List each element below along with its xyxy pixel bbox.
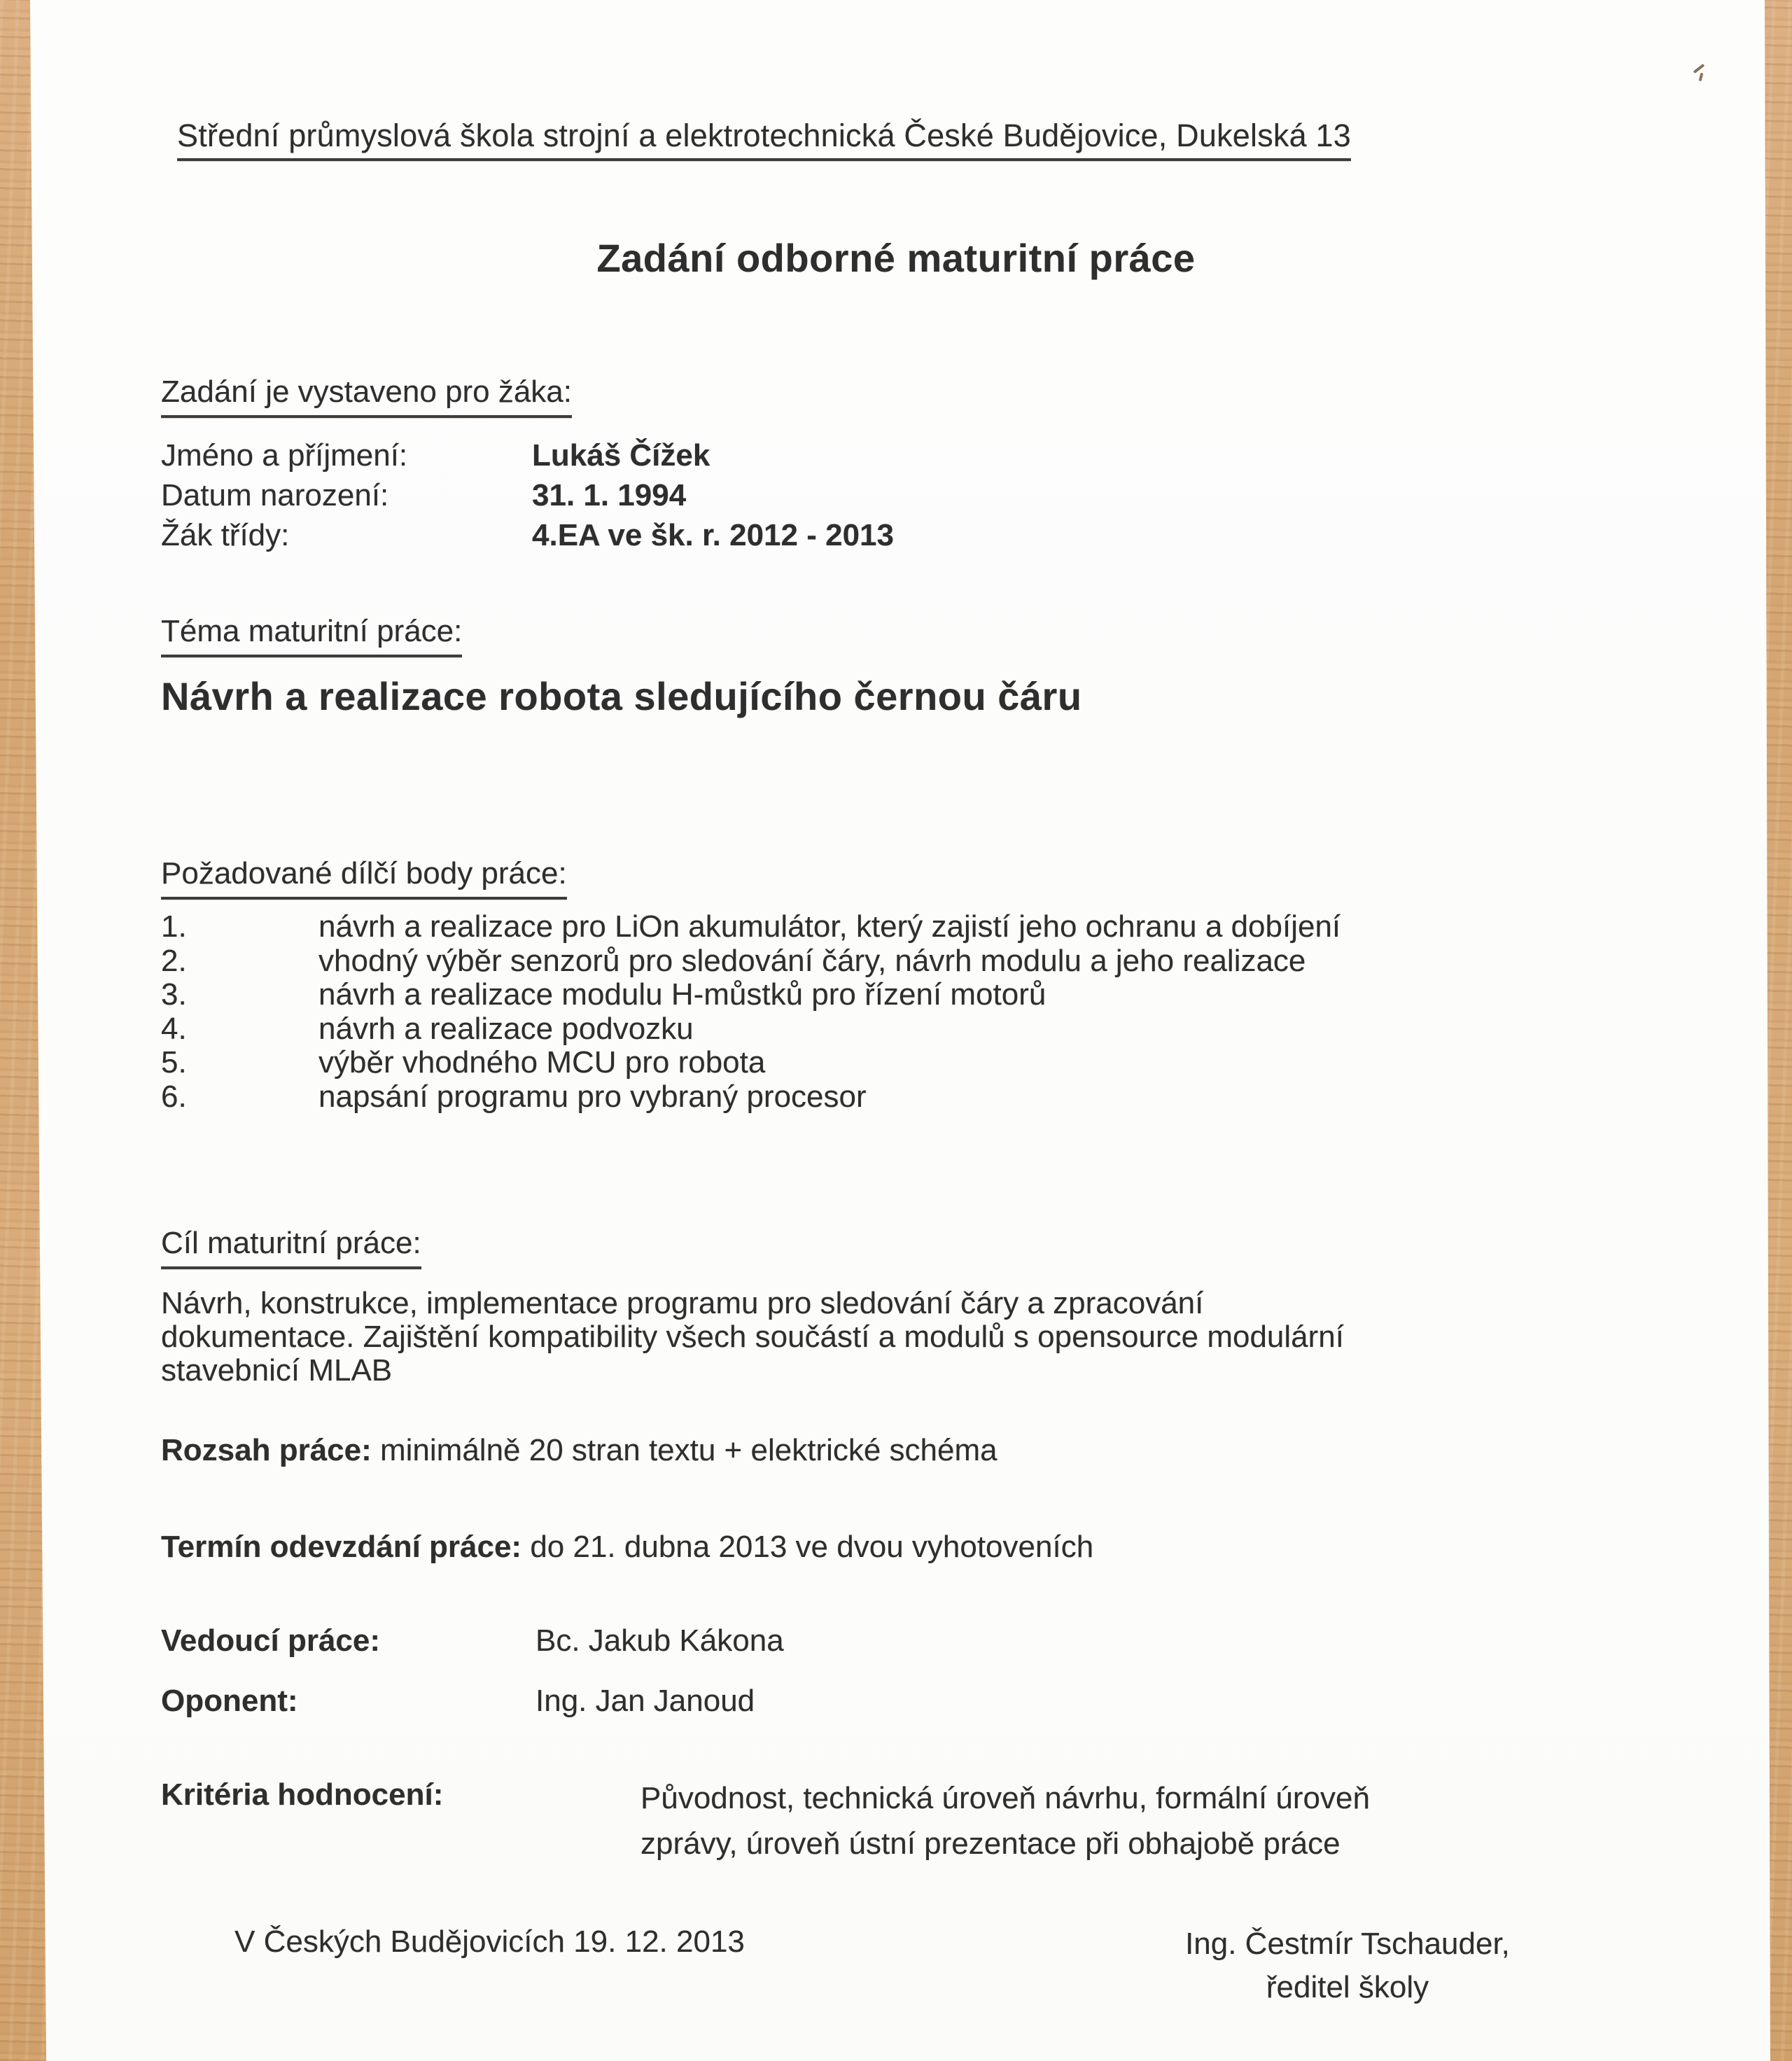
opponent-label: Oponent: xyxy=(161,1684,298,1718)
criteria-line: zprávy, úroveň ústní prezentace při obhajobě práce xyxy=(640,1826,1340,1861)
requirement-item xyxy=(161,1012,1340,1047)
item-text: napsání programu pro vybraný procesor xyxy=(318,1079,867,1114)
item-text: vhodný výběr senzorů pro sledování čáry, návrh modulu a jeho realizace xyxy=(318,943,1306,978)
field-label: Žák třídy: xyxy=(161,518,290,552)
goal-line: stavebnicí MLAB xyxy=(161,1353,393,1388)
item-number: 1. xyxy=(161,909,187,944)
field-row-class xyxy=(161,515,894,555)
field-value: Lukáš Čížek xyxy=(532,438,710,473)
topic-section-heading: Téma maturitní práce: xyxy=(161,613,462,657)
signature-title: ředitel školy xyxy=(1266,1970,1429,2004)
scope-value: minimálně 20 stran textu + elektrické schéma xyxy=(371,1433,997,1467)
field-value: 4.EA ve šk. r. 2012 - 2013 xyxy=(532,518,894,552)
item-text: návrh a realizace pro LiOn akumulátor, který zajistí jeho ochranu a dobíjení xyxy=(318,909,1341,944)
item-text: návrh a realizace modulu H-můstků pro řízení motorů xyxy=(318,977,1046,1012)
supervisor-value: Bc. Jakub Kákona xyxy=(536,1623,784,1658)
item-number: 3. xyxy=(161,977,187,1012)
field-value: 31. 1. 1994 xyxy=(532,478,687,512)
field-label: Datum narození: xyxy=(161,478,389,512)
opponent-value: Ing. Jan Janoud xyxy=(536,1684,755,1718)
scope-line xyxy=(161,1432,997,1469)
item-text: návrh a realizace podvozku xyxy=(318,1011,694,1046)
school-header-text: Střední průmyslová škola strojní a elektrotechnická České Budějovice, Dukelská 13 xyxy=(177,118,1351,161)
item-number: 6. xyxy=(161,1079,187,1114)
criteria-line: Původnost, technická úroveň návrhu, formální úroveň xyxy=(640,1781,1370,1815)
requirement-item xyxy=(161,944,1340,979)
goal-heading: Cíl maturitní práce: xyxy=(161,1225,421,1269)
requirement-item xyxy=(161,1046,1340,1080)
item-number: 4. xyxy=(161,1011,187,1046)
goal-paragraph xyxy=(161,1287,1344,1388)
requirement-item xyxy=(161,978,1340,1012)
footer-place-date: V Českých Budějovicích 19. 12. 2013 xyxy=(234,1924,745,1959)
criteria-label: Kritéria hodnocení: xyxy=(161,1777,444,1812)
deadline-label: Termín odevzdání práce: xyxy=(161,1530,522,1564)
field-row-birthdate xyxy=(161,475,894,515)
deadline-value: do 21. dubna 2013 ve dvou vyhotoveních xyxy=(522,1530,1094,1564)
item-number: 2. xyxy=(161,943,187,978)
field-label: Jméno a příjmení: xyxy=(161,438,408,473)
opponent-row xyxy=(161,1683,755,1720)
school-header xyxy=(177,118,1351,161)
signature-name: Ing. Čestmír Tschauder, xyxy=(1185,1927,1510,1961)
scope-label: Rozsah práce: xyxy=(161,1433,372,1467)
requirements-list xyxy=(161,910,1340,1114)
goal-line: Návrh, konstrukce, implementace programu pro sledování čáry a zpracování xyxy=(161,1286,1204,1320)
student-fields xyxy=(161,435,894,555)
item-text: výběr vhodného MCU pro robota xyxy=(318,1045,766,1080)
document-title: Zadání odborné maturitní práce xyxy=(596,236,1196,280)
supervisor-row xyxy=(161,1623,784,1660)
field-row-name xyxy=(161,435,894,475)
criteria-text xyxy=(640,1775,1370,1866)
requirements-heading: Požadované dílčí body práce: xyxy=(161,855,567,900)
requirement-item xyxy=(161,910,1340,944)
item-number: 5. xyxy=(161,1045,187,1080)
supervisor-label: Vedoucí práce: xyxy=(161,1623,381,1658)
requirement-item xyxy=(161,1080,1340,1115)
signature-block xyxy=(1116,1922,1578,2009)
deadline-line xyxy=(161,1529,1093,1566)
student-section-heading: Zadání je vystaveno pro žáka: xyxy=(161,374,572,418)
topic-title: Návrh a realizace robota sledujícího černou čáru xyxy=(161,674,1082,718)
goal-line: dokumentace. Zajištění kompatibility všech součástí a modulů s opensource modulární xyxy=(161,1320,1344,1354)
